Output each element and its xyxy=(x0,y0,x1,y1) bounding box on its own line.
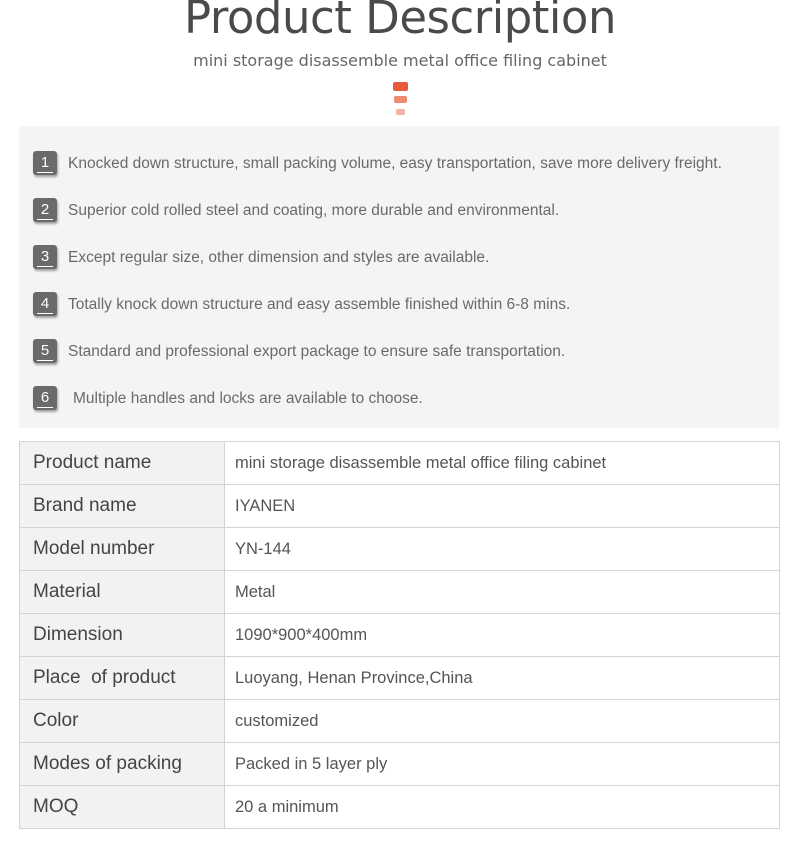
feature-text: Multiple handles and locks are available to choose. xyxy=(73,390,423,407)
spec-value: 20 a minimum xyxy=(225,786,780,829)
feature-number: 2 xyxy=(37,201,53,220)
spec-label: Modes of packing xyxy=(20,743,225,786)
feature-text: Totally knock down structure and easy assemble finished within 6-8 mins. xyxy=(68,296,571,313)
table-row xyxy=(20,571,780,614)
feature-number: 5 xyxy=(37,342,53,361)
table-row xyxy=(20,485,780,528)
feature-text: Superior cold rolled steel and coating, more durable and environmental. xyxy=(68,202,560,219)
number-badge-icon xyxy=(33,245,57,269)
number-badge-icon xyxy=(33,386,57,410)
feature-item xyxy=(19,288,779,320)
feature-number: 6 xyxy=(37,389,53,408)
stripe-large xyxy=(393,82,408,91)
feature-text: Except regular size, other dimension and styles are available. xyxy=(68,249,490,266)
feature-text: Standard and professional export package to ensure safe transportation. xyxy=(68,343,566,360)
table-row xyxy=(20,700,780,743)
page-title: Product Description xyxy=(184,0,616,44)
table-row xyxy=(20,442,780,485)
table-row xyxy=(20,743,780,786)
feature-text: Knocked down structure, small packing volume, easy transportation, save more delivery freight. xyxy=(68,155,722,172)
spec-value: IYANEN xyxy=(225,485,780,528)
feature-item xyxy=(19,241,779,273)
page-subtitle: mini storage disassemble metal office filing cabinet xyxy=(193,51,607,70)
spec-value: Packed in 5 layer ply xyxy=(225,743,780,786)
spec-label: Material xyxy=(20,571,225,614)
spec-value: customized xyxy=(225,700,780,743)
table-row xyxy=(20,657,780,700)
stripe-medium xyxy=(394,96,407,103)
feature-number: 3 xyxy=(37,248,53,267)
table-row xyxy=(20,528,780,571)
spec-label: Color xyxy=(20,700,225,743)
spec-label: Model number xyxy=(20,528,225,571)
spec-table xyxy=(19,441,780,829)
spec-value: Metal xyxy=(225,571,780,614)
spec-label: MOQ xyxy=(20,786,225,829)
spec-value: mini storage disassemble metal office filing cabinet xyxy=(225,442,780,485)
spec-label: Place of product xyxy=(20,657,225,700)
spec-label: Product name xyxy=(20,442,225,485)
feature-item xyxy=(19,194,779,226)
feature-item xyxy=(19,382,779,414)
decorative-stripes xyxy=(0,82,800,116)
number-badge-icon xyxy=(33,292,57,316)
spec-label: Dimension xyxy=(20,614,225,657)
stripe-small xyxy=(396,109,405,115)
feature-item xyxy=(19,147,779,179)
spec-value: 1090*900*400mm xyxy=(225,614,780,657)
spec-value: YN-144 xyxy=(225,528,780,571)
spec-label: Brand name xyxy=(20,485,225,528)
table-row xyxy=(20,614,780,657)
spec-value: Luoyang, Henan Province,China xyxy=(225,657,780,700)
number-badge-icon xyxy=(33,198,57,222)
table-row xyxy=(20,786,780,829)
number-badge-icon xyxy=(33,339,57,363)
feature-number: 4 xyxy=(37,295,53,314)
feature-item xyxy=(19,335,779,367)
feature-list xyxy=(19,126,779,428)
number-badge-icon xyxy=(33,151,57,175)
feature-number: 1 xyxy=(37,154,53,173)
